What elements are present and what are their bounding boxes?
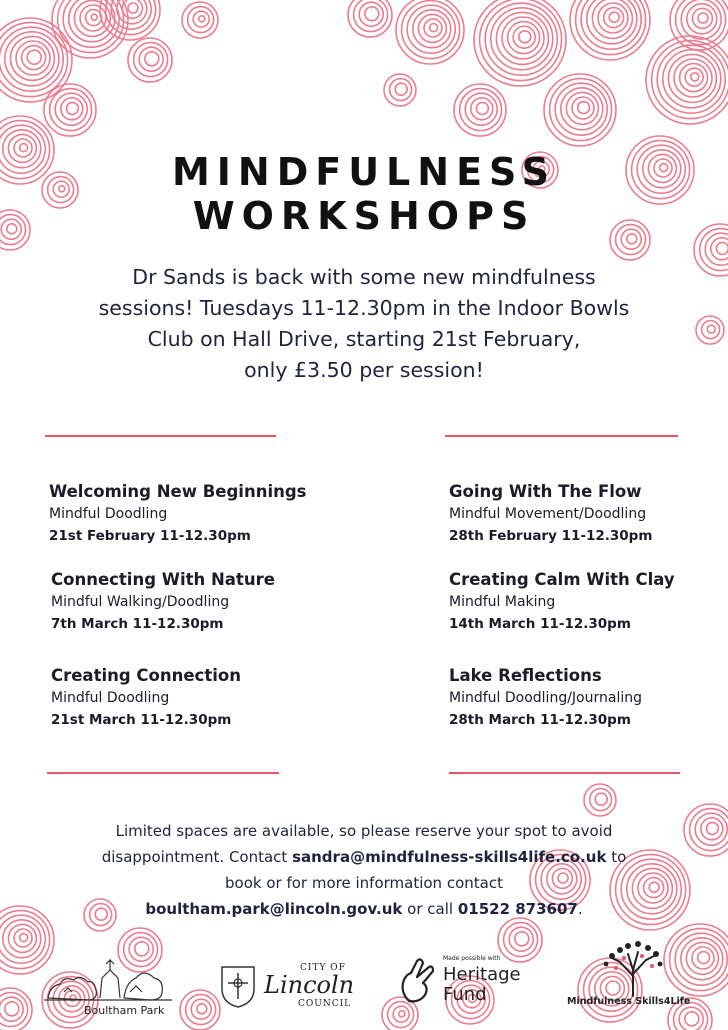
session-name: Creating Calm With Clay [449, 570, 675, 589]
intro-line-3: Club on Hall Drive, starting 21st February, [147, 327, 581, 351]
contact-email-sandra[interactable]: sandra@mindfulness-skills4life.co.uk [292, 848, 607, 866]
session-name: Connecting With Nature [51, 570, 275, 589]
session-type: Mindful Walking/Doodling [51, 594, 230, 610]
title-line-1: MINDFULNESS [171, 150, 557, 194]
session-connecting-with-nature [51, 569, 275, 635]
page-title [0, 150, 728, 238]
boultham-park-label: Boultham Park [84, 1004, 165, 1017]
session-type: Mindful Making [449, 594, 556, 610]
session-date: 21st February 11-12.30pm [49, 528, 251, 544]
session-creating-calm-with-clay [449, 569, 675, 635]
session-name: Going With The Flow [449, 482, 642, 501]
footer-text [40, 818, 688, 922]
session-name: Welcoming New Beginnings [49, 482, 307, 501]
lincoln-name: Lincoln [264, 971, 355, 999]
footer-line-3: book or for more information contact [225, 874, 503, 892]
footer-text-segment: . [577, 900, 583, 918]
footer-line-2 [40, 844, 688, 870]
title-line-2: WORKSHOPS [192, 194, 536, 238]
contact-phone[interactable]: 01522 873607 [457, 900, 578, 918]
session-type: Mindful Doodling [51, 690, 170, 706]
heritage-line-2: Fund [443, 984, 487, 1005]
session-date: 28th February 11-12.30pm [449, 528, 653, 544]
session-type: Mindful Doodling/Journaling [449, 690, 642, 706]
tree-icon [598, 936, 668, 998]
boultham-park-logo [40, 948, 190, 1020]
session-name: Lake Reflections [449, 666, 602, 685]
heritage-fund-logo [395, 955, 535, 1010]
skills4life-label: Mindfulness Skills4Life [567, 996, 691, 1007]
footer-line-4 [40, 896, 688, 922]
intro-line-1: Dr Sands is back with some new mindfulness [132, 265, 596, 289]
intro-line-2: sessions! Tuesdays 11-12.30pm in the Indoor Bowls [98, 296, 630, 320]
footer-text-segment: disappointment. Contact [101, 848, 293, 866]
session-date: 28th March 11-12.30pm [449, 712, 631, 728]
boultham-park-illustration-icon [40, 948, 190, 1006]
session-lake-reflections [449, 665, 642, 731]
session-going-with-the-flow [449, 481, 652, 547]
footer-line-1: Limited spaces are available, so please reserve your spot to avoid [115, 822, 613, 840]
divider-bottom-left [47, 772, 279, 774]
divider-top-right [445, 435, 678, 437]
session-date: 7th March 11-12.30pm [51, 616, 224, 632]
intro-line-4: only £3.50 per session! [244, 358, 484, 382]
lincoln-crest-icon [218, 963, 258, 1009]
session-creating-connection [51, 665, 241, 731]
session-welcoming-new-beginnings [49, 481, 306, 547]
footer-text-segment: to [606, 848, 627, 866]
divider-top-left [45, 435, 276, 437]
session-type: Mindful Movement/Doodling [449, 506, 647, 522]
crossed-fingers-icon [395, 957, 437, 1005]
session-name: Creating Connection [51, 666, 241, 685]
heritage-line-1: Heritage [443, 964, 521, 985]
lincoln-council-logo [218, 963, 368, 1011]
heritage-made-possible: Made possible with [443, 955, 501, 962]
session-date: 21st March 11-12.30pm [51, 712, 232, 728]
lincoln-council: COUNCIL [298, 999, 352, 1009]
intro-text [60, 262, 668, 386]
divider-bottom-right [449, 772, 680, 774]
contact-email-boultham[interactable]: boultham.park@lincoln.gov.uk [145, 900, 403, 918]
mindfulness-skills4life-logo [563, 936, 703, 1020]
lincoln-city-of: CITY OF [300, 963, 346, 973]
footer-text-segment: or call [402, 900, 458, 918]
session-date: 14th March 11-12.30pm [449, 616, 631, 632]
session-type: Mindful Doodling [49, 506, 168, 522]
